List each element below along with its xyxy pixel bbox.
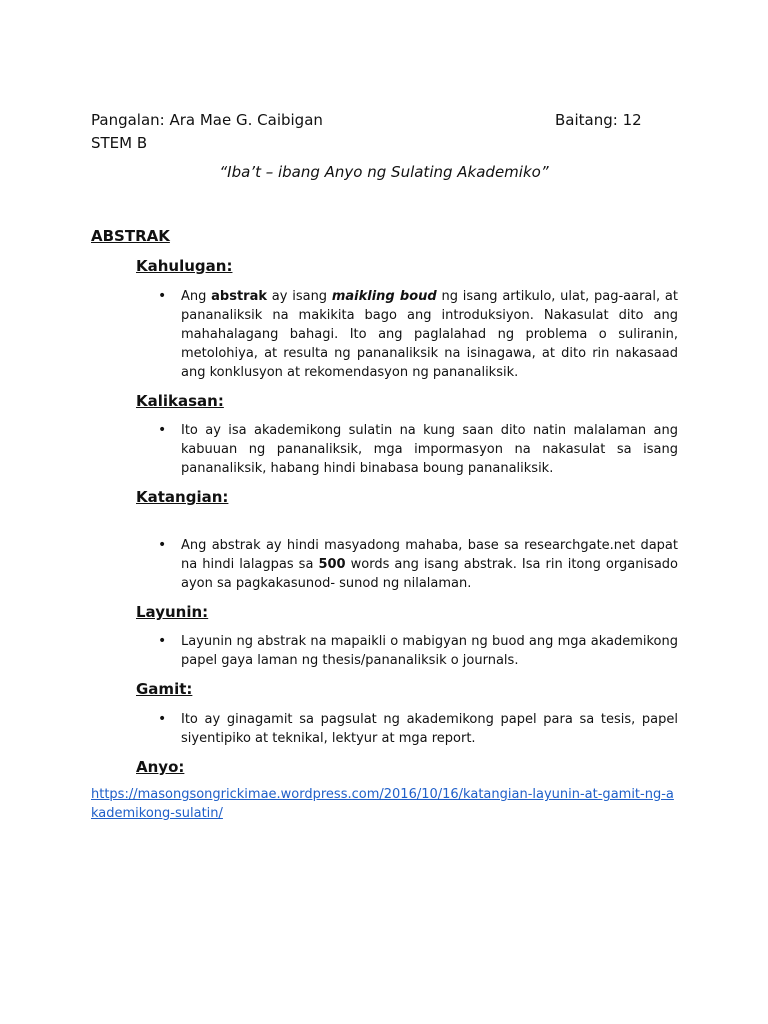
paragraph-kahulugan: Ang abstrak ay isang maikling boud ng isang artikulo, ulat, pag-aaral, at pananaliksik na makikita bago ang introduksiyon. Nakasulat dito ang mahahalagang bahagi. Ito ang paglalahad ng problema o suliranin, metolohiya, at resulta ng pananaliksik na isinagawa, at dito rin nakasaad ang konklusyon at rekomendasyon ng pananaliksik. — [181, 289, 678, 380]
bullet-icon: • — [158, 537, 167, 553]
section-label: STEM B — [91, 134, 148, 152]
main-heading: ABSTRAK — [91, 227, 170, 245]
bullet-icon: • — [158, 633, 167, 649]
bullet-icon: • — [158, 422, 167, 438]
section-heading-layunin: Layunin: — [136, 603, 209, 621]
section-heading-anyo: Anyo: — [136, 758, 185, 776]
paragraph-gamit: Ito ay ginagamit sa pagsulat ng akademikong papel para sa tesis, papel siyentipiko at teknikal, lektyur at mga report. — [181, 712, 678, 746]
section-heading-gamit: Gamit: — [136, 680, 193, 698]
paragraph-katangian: Ang abstrak ay hindi masyadong mahaba, base sa researchgate.net dapat na hindi lalagpas sa 500 words ang isang abstrak. Isa rin itong organisado ayon sa pagkakasunod- sunod ng nilalaman. — [181, 538, 678, 591]
paragraph-layunin: Layunin ng abstrak na mapaikli o mabigyan ng buod ang mga akademikong papel gaya laman ng thesis/pananaliksik o journals. — [181, 634, 678, 668]
bullet-icon: • — [158, 711, 167, 727]
section-heading-kahulugan: Kahulugan: — [136, 257, 233, 275]
bullet-icon: • — [158, 288, 167, 304]
grade-level: Baitang: 12 — [555, 111, 642, 129]
student-name: Pangalan: Ara Mae G. Caibigan — [91, 111, 323, 129]
paragraph-kalikasan: Ito ay isa akademikong sulatin na kung saan dito natin malalaman ang kabuuan ng pananaliksik, mga impormasyon na nakasulat sa isang pananaliksik, habang hindi binabasa boung pananaliksik. — [181, 423, 678, 476]
reference-link[interactable]: https://masongsongrickimae.wordpress.com/2016/10/16/katangian-layunin-at-gamit-ng-akademikong-sulatin/ — [91, 787, 674, 821]
document-title: “Iba’t – ibang Anyo ng Sulating Akademiko” — [219, 163, 549, 181]
section-heading-katangian: Katangian: — [136, 488, 229, 506]
section-heading-kalikasan: Kalikasan: — [136, 392, 224, 410]
